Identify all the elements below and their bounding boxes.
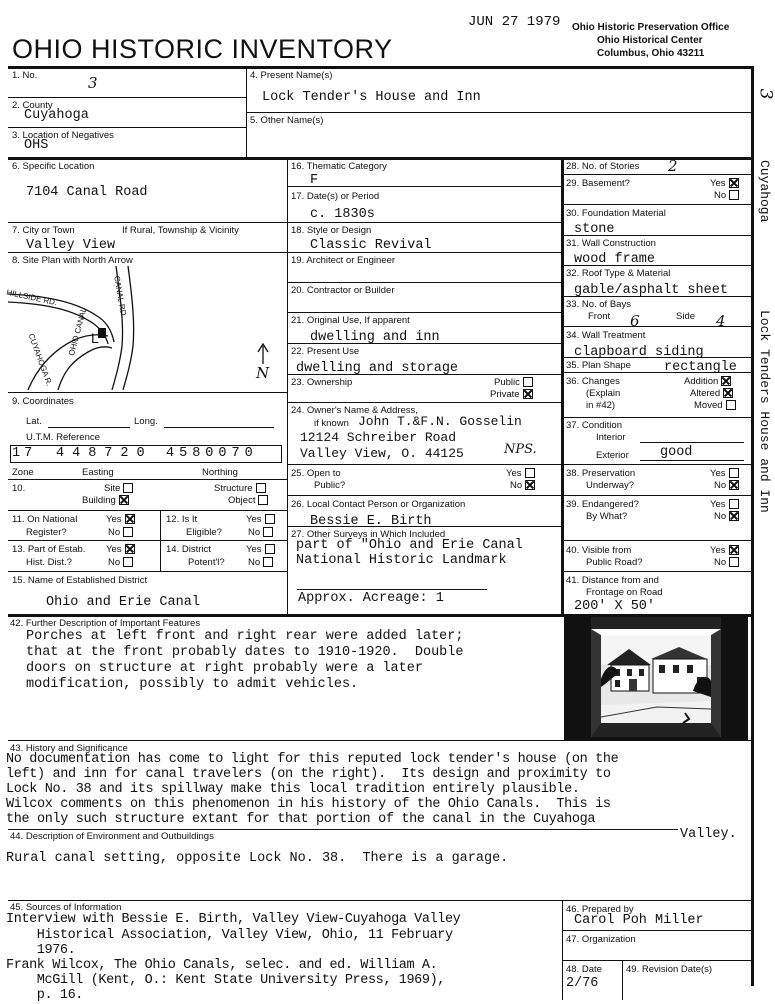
f39-yes-checkbox[interactable] [729, 499, 739, 509]
altered-option: Altered [690, 388, 733, 399]
f29-no-checkbox[interactable] [729, 190, 739, 200]
f29-label: 29. Basement? [566, 178, 630, 189]
margin-number: 3 [755, 88, 775, 100]
site-plan-canal-label: OHIO CANAL [66, 306, 89, 357]
f41-value: 200' X 50' [574, 599, 656, 614]
f12-no-checkbox[interactable] [263, 527, 273, 537]
office-line-3: Columbus, Ohio 43211 [597, 48, 705, 59]
f49-label: 49. Revision Date(s) [626, 964, 713, 975]
f48-label: 48. Date [566, 964, 602, 975]
f40-no: No [714, 557, 739, 568]
building-option: Building [82, 495, 129, 506]
interior-label: Interior [596, 432, 626, 443]
f45-line-5: McGill (Kent, O.: Kent State University Press, 1969), [6, 973, 445, 988]
f46-value: Carol Poh Miller [574, 913, 704, 928]
moved-option: Moved [694, 400, 736, 411]
f24-label: 24. Owner's Name & Address, [291, 405, 418, 416]
f11-label: 11. On National [12, 514, 78, 525]
f12-label: 12. Is It [166, 514, 198, 525]
f39-yes: Yes [710, 499, 739, 510]
f32-label: 32. Roof Type & Material [566, 268, 671, 279]
f1-value: 3 [88, 74, 98, 92]
f14-no: No [248, 557, 273, 568]
f40-yes: Yes [710, 545, 739, 556]
f11-label-b: Register? [26, 527, 67, 538]
f39-label-b: By What? [586, 511, 628, 522]
building-checkbox[interactable] [119, 495, 129, 505]
f1-label: 1. No. [12, 70, 38, 81]
f40-label-b: Public Road? [586, 557, 643, 568]
f8-label: 8. Site Plan with North Arrow [12, 255, 133, 266]
f40-label: 40. Visible from [566, 545, 632, 556]
f44-label: 44. Description of Environment and Outbuildings [10, 831, 214, 842]
side-value: 4 [716, 312, 726, 330]
f43-label: 43. History and Significance [10, 743, 128, 754]
moved-checkbox[interactable] [726, 400, 736, 410]
lat-label: Lat. [26, 416, 42, 427]
f21-label: 21. Original Use, If apparent [291, 315, 410, 326]
f13-label-b: Hist. Dist.? [26, 557, 72, 568]
f20-label: 20. Contractor or Builder [291, 285, 395, 296]
f27-value-1: part of "Ohio and Erie Canal [296, 538, 523, 553]
f25-label: 25. Open to [291, 468, 341, 479]
public-option: Public [494, 377, 533, 388]
page-title: OHIO HISTORIC INVENTORY [12, 34, 393, 64]
f48-value: 2/76 [566, 976, 599, 991]
f6-value: 7104 Canal Road [26, 185, 148, 200]
f38-no: No [714, 480, 739, 491]
f18-value: Classic Revival [310, 238, 432, 253]
f14-label-b: Potent'l? [188, 557, 225, 568]
f41-label: 41. Distance from and [566, 575, 659, 586]
f24-note: NPS. [504, 442, 537, 457]
f40-yes-checkbox[interactable] [729, 545, 739, 555]
f11-no: No [108, 527, 133, 538]
f29-no: No [714, 190, 739, 201]
f25-yes: Yes [506, 468, 535, 479]
f31-label: 31. Wall Construction [566, 238, 656, 249]
f25-no: No [510, 480, 535, 491]
f38-yes-checkbox[interactable] [729, 468, 739, 478]
f29-yes: Yes [710, 178, 739, 189]
f17-label: 17. Date(s) or Period [291, 191, 380, 202]
utm-easting: 448720 [56, 446, 153, 461]
f44-text: Rural canal setting, opposite Lock No. 38. There is a garage. [6, 851, 509, 866]
f14-yes-checkbox[interactable] [265, 544, 275, 554]
private-checkbox[interactable] [523, 389, 533, 399]
office-line-2: Ohio Historical Center [597, 35, 703, 46]
f37-label: 37. Condition [566, 420, 622, 431]
structure-option: Structure [214, 483, 266, 494]
f24-value-1: John T.&F.N. Gosselin [358, 414, 522, 429]
utm-label: U.T.M. Reference [26, 432, 100, 443]
f39-no: No [714, 511, 739, 522]
easting-label: Easting [82, 467, 114, 478]
f43-line-1: No documentation has come to light for this reputed lock tender's house (on the [6, 752, 619, 767]
f43-line-4: Wilcox comments on this phenomenon in his history of the Ohio Canals. This is [6, 797, 611, 812]
f30-label: 30. Foundation Material [566, 208, 666, 219]
date-stamp: JUN 27 1979 [468, 14, 561, 30]
front-label: Front [588, 311, 611, 322]
f7-label-b: If Rural, Township & Vicinity [122, 225, 239, 236]
f19-label: 19. Architect or Engineer [291, 255, 396, 266]
f17-value: c. 1830s [310, 207, 375, 222]
f24-value-2: 12124 Schreiber Road [300, 430, 457, 445]
f42-line-4: modification, possibly to admit vehicles. [26, 677, 359, 692]
f25-no-checkbox[interactable] [525, 480, 535, 490]
f36-label: 36. Changes [566, 376, 620, 387]
object-checkbox[interactable] [258, 495, 268, 505]
f14-label: 14. District [166, 544, 211, 555]
f14-yes: Yes [246, 544, 275, 555]
f43-tail: Valley. [680, 827, 737, 842]
f43-line-5: the only such structure extant for that portion of the canal in the Cuyahoga [6, 812, 596, 827]
f26-value: Bessie E. Birth [310, 514, 432, 529]
f45-line-2: Historical Association, Valley View, Ohio, 11 February [6, 928, 453, 943]
object-option: Object [228, 495, 268, 506]
f12-label-b: Eligible? [186, 527, 222, 538]
f45-label: 45. Sources of Information [10, 902, 122, 913]
public-checkbox[interactable] [523, 377, 533, 387]
f42-label: 42. Further Description of Important Features [10, 618, 201, 629]
office-line-1: Ohio Historic Preservation Office [572, 22, 730, 33]
f2-label: 2. County [12, 100, 53, 111]
f7-value: Valley View [26, 238, 116, 253]
f29-yes-checkbox[interactable] [729, 178, 739, 188]
f38-label-b: Underway? [586, 480, 635, 491]
f38-no-checkbox[interactable] [729, 480, 739, 490]
f10-label: 10. [12, 483, 26, 494]
structure-checkbox[interactable] [256, 483, 266, 493]
f9-label: 9. Coordinates [12, 396, 74, 407]
zone-label: Zone [12, 467, 34, 478]
f33-label: 33. No. of Bays [566, 299, 631, 310]
f15-value: Ohio and Erie Canal [46, 595, 200, 610]
f41-label-b: Frontage on Road [586, 587, 663, 598]
f11-yes: Yes [106, 514, 135, 525]
f31-value: wood frame [574, 252, 656, 267]
f39-no-checkbox[interactable] [729, 511, 739, 521]
f13-yes: Yes [106, 544, 135, 555]
side-label: Side [676, 311, 696, 322]
addition-option: Addition [684, 376, 731, 387]
f13-label: 13. Part of Estab. [12, 544, 86, 555]
f2-value: Cuyahoga [24, 108, 89, 123]
f24-value-3: Valley View, O. 44125 [300, 446, 464, 461]
f42-line-3: doors on structure at right probably were a later [26, 661, 423, 676]
f3-label: 3. Location of Negatives [12, 130, 114, 141]
f36-label-c: in #42) [586, 400, 616, 411]
f45-line-1: Interview with Bessie E. Birth, Valley View-Cuyahoga Valley [6, 912, 461, 927]
f42-line-2: that at the front probably dates to 1910-1920. Double [26, 645, 464, 660]
f11-yes-checkbox[interactable] [125, 514, 135, 524]
utm-zone: 17 [12, 446, 37, 461]
site-plan-river-label: CUYAHOGA R. [26, 332, 54, 388]
f22-value: dwelling and storage [296, 361, 459, 376]
site-option: Site [104, 483, 133, 494]
building-photo [567, 617, 745, 737]
f14-no-checkbox[interactable] [263, 557, 273, 567]
f43-line-2: left) and inn for canal travelers (on the right). Its design and proximity to [6, 767, 611, 782]
exterior-label: Exterior [596, 450, 629, 461]
f45-line-3: 1976. [6, 943, 76, 958]
f39-label: 39. Endangered? [566, 499, 639, 510]
addition-checkbox[interactable] [721, 376, 731, 386]
private-option: Private [490, 389, 533, 400]
f7-label: 7. City or Town [12, 225, 75, 236]
f38-yes: Yes [710, 468, 739, 479]
f35-value: rectangle [664, 360, 737, 375]
site-plan-north-label: N [256, 364, 270, 382]
f46-label: 46. Prepared by [566, 904, 634, 915]
f42-line-1: Porches at left front and right rear were added later; [26, 629, 464, 644]
site-plan-road-label: CANAL RD. [112, 275, 129, 319]
f28-label: 28. No. of Stories [566, 161, 640, 172]
f11-no-checkbox[interactable] [123, 527, 133, 537]
f25-yes-checkbox[interactable] [525, 468, 535, 478]
f36-label-b: (Explain [586, 388, 621, 399]
margin-county: Cuyahoga [757, 160, 772, 223]
f28-value: 2 [668, 157, 678, 175]
f45-line-4: Frank Wilcox, The Ohio Canals, selec. and ed. William A. [6, 958, 438, 973]
f47-label: 47. Organization [566, 934, 636, 945]
f27-value-2: National Historic Landmark [296, 553, 507, 568]
f43-line-3: Lock No. 38 and its spillway make this local tradition entirely plausible. [6, 782, 580, 797]
site-checkbox[interactable] [123, 483, 133, 493]
f25-label-b: Public? [314, 480, 346, 491]
f13-no: No [108, 557, 133, 568]
f18-label: 18. Style or Design [291, 225, 372, 236]
f12-no: No [248, 527, 273, 538]
f13-yes-checkbox[interactable] [125, 544, 135, 554]
f34-value: clapboard siding [574, 345, 704, 360]
altered-checkbox[interactable] [723, 388, 733, 398]
f45-line-6: p. 16. [6, 988, 84, 1003]
f16-label: 16. Thematic Category [291, 161, 387, 172]
f26-label: 26. Local Contact Person or Organization [291, 499, 466, 510]
f4-value: Lock Tender's House and Inn [262, 90, 481, 105]
f15-label: 15. Name of Established District [12, 575, 148, 586]
f40-no-checkbox[interactable] [729, 557, 739, 567]
long-label: Long. [134, 416, 158, 427]
f32-value: gable/asphalt sheet [574, 283, 728, 298]
front-value: 6 [630, 312, 640, 330]
f23-label: 23. Ownership [291, 377, 353, 388]
f22-label: 22. Present Use [291, 346, 360, 357]
f35-label: 35. Plan Shape [566, 360, 631, 371]
exterior-value: good [660, 445, 693, 460]
f27-label: 27. Other Surveys in Which Included [291, 529, 446, 540]
f3-value: OHS [24, 138, 49, 153]
margin-name: Lock Tenders House and Inn [757, 310, 772, 513]
f12-yes: Yes [246, 514, 275, 525]
f4-label: 4. Present Name(s) [250, 70, 333, 81]
f16-value: F [310, 173, 319, 188]
northing-label: Northing [202, 467, 238, 478]
f6-label: 6. Specific Location [12, 161, 95, 172]
f30-value: stone [574, 222, 615, 237]
site-plan-lock-label: L [91, 330, 99, 346]
f38-label: 38. Preservation [566, 468, 636, 479]
f21-value: dwelling and inn [310, 330, 440, 345]
f12-yes-checkbox[interactable] [265, 514, 275, 524]
site-plan-street-label: HILLSIDE RD. [5, 287, 58, 308]
acreage: Approx. Acreage: 1 [298, 591, 444, 606]
f13-no-checkbox[interactable] [123, 557, 133, 567]
f5-label: 5. Other Name(s) [250, 115, 324, 126]
f34-label: 34. Wall Treatment [566, 330, 646, 341]
utm-northing: 4580070 [166, 446, 258, 461]
f24-label-b: if known [314, 418, 349, 429]
